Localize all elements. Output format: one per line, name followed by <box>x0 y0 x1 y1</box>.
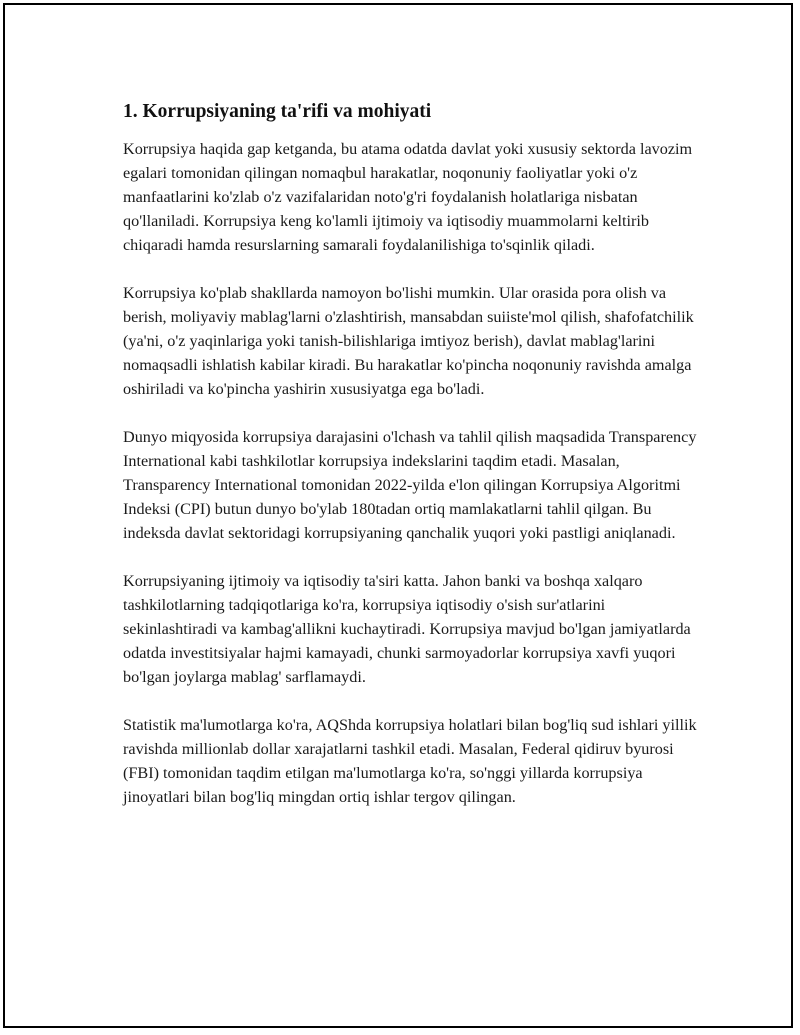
paragraph-statistics: Statistik ma'lumotlarga ko'ra, AQShda korrupsiya holatlari bilan bog'liq sud ishlari yillik ravishda millionlab dollar xarajatlarni tashkil etadi. Masalan, Federal qidiruv byurosi (FBI) tomonidan taqdim etilgan ma'lumotlarga ko'ra, so'nggi yillarda korrupsiya jinoyatlari bilan bog'liq mingdan ortiq ishlar tergov qilingan. <box>123 716 697 806</box>
paragraph-measurement: Dunyo miqyosida korrupsiya darajasini o'lchash va tahlil qilish maqsadida Transparency International kabi tashkilotlar korrupsiya indekslarini taqdim etadi. Masalan, Transparency International tomonidan 2022-yilda e'lon qilingan Korrupsiya Algoritmi Indeksi (CPI) butun dunyo bo'ylab 180tadan ortiq mamlakatlarni tahlil qilgan. Bu indeksda davlat sektoridagi korrupsiyaning qanchalik yuqori yoki pastligi aniqlanadi. <box>123 428 697 542</box>
document-body <box>123 99 703 833</box>
page-frame <box>3 3 793 1028</box>
paragraph-impact: Korrupsiyaning ijtimoiy va iqtisodiy ta'siri katta. Jahon banki va boshqa xalqaro tashkilotlarning tadqiqotlariga ko'ra, korrupsiya iqtisodiy o'sish sur'atlarini sekinlashtiradi va kambag'allikni kuchaytiradi. Korrupsiya mavjud bo'lgan jamiyatlarda odatda investitsiyalar hajmi kamayadi, chunki sarmoyadorlar korrupsiya xavfi yuqori bo'lgan joylarga mablag' sarflamaydi. <box>123 572 691 686</box>
section-heading: 1. Korrupsiyaning ta'rifi va mohiyati <box>123 101 432 122</box>
paragraph-forms: Korrupsiya ko'plab shakllarda namoyon bo'lishi mumkin. Ular orasida pora olish va berish, moliyaviy mablag'larni o'zlashtirish, mansabdan suiiste'mol qilish, shafofatchilik (ya'ni, o'z yaqinlariga yoki tanish-bilishlariga imtiyoz berish), davlat mablag'larini nomaqsadli ishlatish kabilar kiradi. Bu harakatlar ko'pincha noqonuniy ravishda amalga oshiriladi va ko'pincha yashirin xususiyatga ega bo'ladi. <box>123 284 694 398</box>
paragraph-definition: Korrupsiya haqida gap ketganda, bu atama odatda davlat yoki xususiy sektorda lavozim egalari tomonidan qilingan nomaqbul harakatlar, noqonuniy faoliyatlar yoki o'z manfaatlarini ko'zlab o'z vazifalaridan noto'g'ri foydalanish holatlariga nisbatan qo'llaniladi. Korrupsiya keng ko'lamli ijtimoiy va iqtisodiy muammolarni keltirib chiqaradi hamda resurslarning samarali foydalanilishiga to'sqinlik qiladi. <box>123 140 693 254</box>
